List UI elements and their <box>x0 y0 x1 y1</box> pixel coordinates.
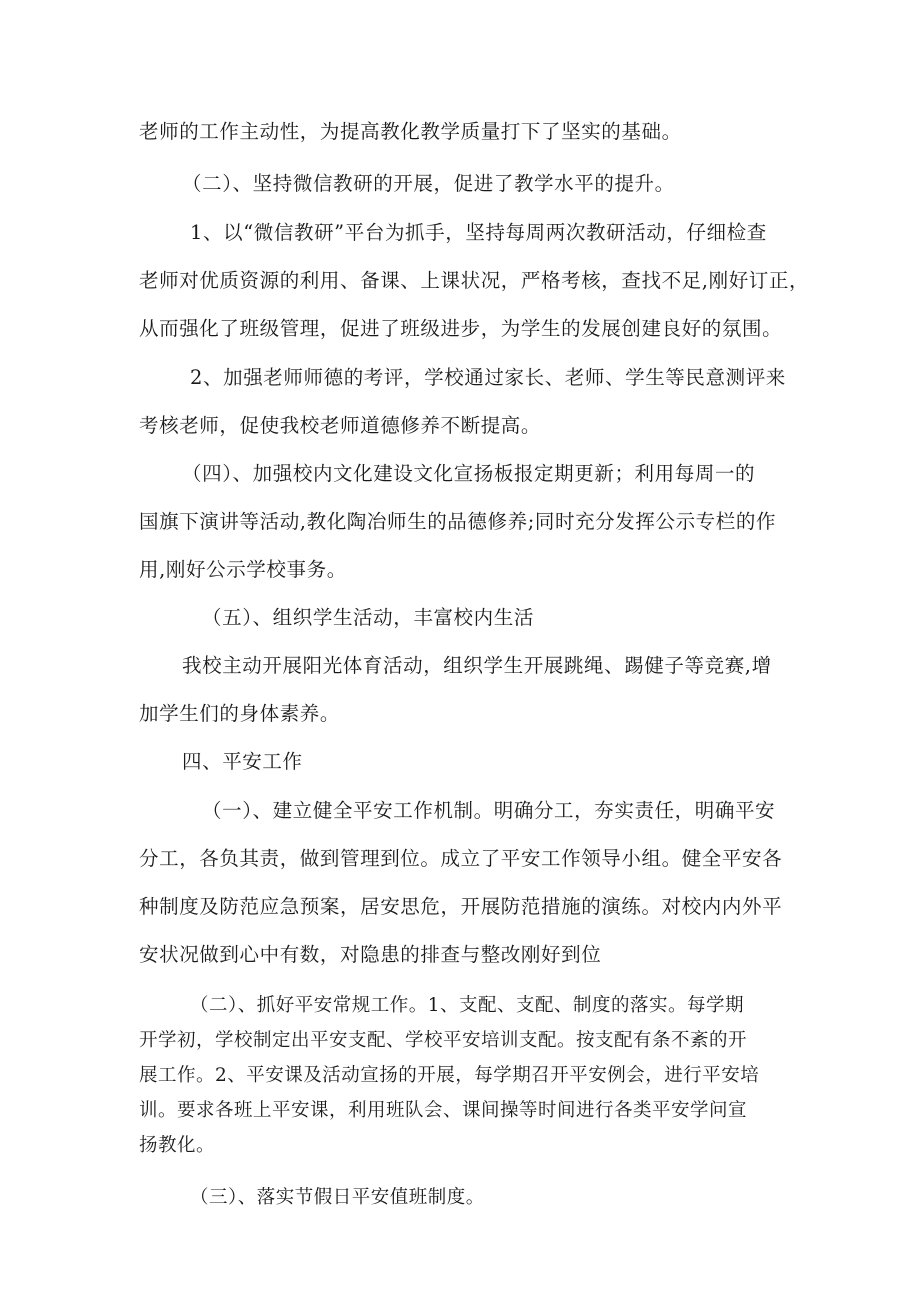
section-heading: （二）、坚持微信教研的开展，促进了教学水平的提升。 <box>182 172 675 195</box>
paragraph-line: 用,刚好公示学校事务。 <box>139 558 347 581</box>
paragraph-line: 从而强化了班级管理，促进了班级进步，为学生的发展创建良好的氛围。 <box>139 317 783 340</box>
paragraph-line: 我校主动开展阳光体育活动，组织学生开展跳绳、踢健子等竞赛,增 <box>182 654 772 677</box>
paragraph-line: 展工作。2、平安课及活动宣扬的开展，每学期召开平安例会，进行平安培 <box>139 1065 760 1086</box>
paragraph-line: 训。要求各班上平安课，利用班队会、课间操等时间进行各类平安学问宣 <box>139 1100 748 1121</box>
paragraph-line: 1、以“微信教研”平台为抓手，坚持每周两次教研活动，仔细检查 <box>190 221 767 244</box>
paragraph-line: 分工，各负其责，做到管理到位。成立了平安工作领导小组。健全平安各 <box>139 847 783 870</box>
section-heading: （四）、加强校内文化建设文化宣扬板报定期更新；利用每周一的 <box>182 462 756 485</box>
section-heading: （一）、建立健全平安工作机制。明确分工，夯实责任，明确平安 <box>202 799 776 822</box>
paragraph-line: 加学生们的身体素养。 <box>139 702 341 725</box>
paragraph-line: 开学初，学校制定出平安支配、学校平安培训支配。按支配有条不紊的开 <box>139 1030 748 1051</box>
paragraph-line: 种制度及防范应急预案，居安思危，开展防范措施的演练。对校内内外平 <box>139 895 783 918</box>
paragraph-line: 老师的工作主动性，为提高教化教学质量打下了坚实的基础。 <box>139 120 682 143</box>
paragraph-line: 老师对优质资源的利用、备课、上课状况，严格考核，查找不足,刚好订正， <box>139 269 810 292</box>
section-heading: 四、平安工作 <box>182 750 303 773</box>
paragraph-line: 安状况做到心中有数，对隐患的排查与整改刚好到位 <box>139 943 602 966</box>
paragraph-line: 扬教化。 <box>139 1135 216 1156</box>
paragraph-line: 考核老师，促使我校老师道德修养不断提高。 <box>139 414 542 437</box>
paragraph-line: 2、加强老师师德的考评，学校通过家长、老师、学生等民意测评来 <box>190 366 786 389</box>
section-heading: （二）、抓好平安常规工作。1、支配、支配、制度的落实。每学期 <box>190 995 745 1016</box>
paragraph-line: 国旗下演讲等活动,教化陶冶师生的品德修养;同时充分发挥公示专栏的作 <box>139 510 777 533</box>
section-heading: （五）、组织学生活动，丰富校内生活 <box>202 606 534 629</box>
section-heading: （三）、落实节假日平安值班制度。 <box>190 1187 485 1208</box>
